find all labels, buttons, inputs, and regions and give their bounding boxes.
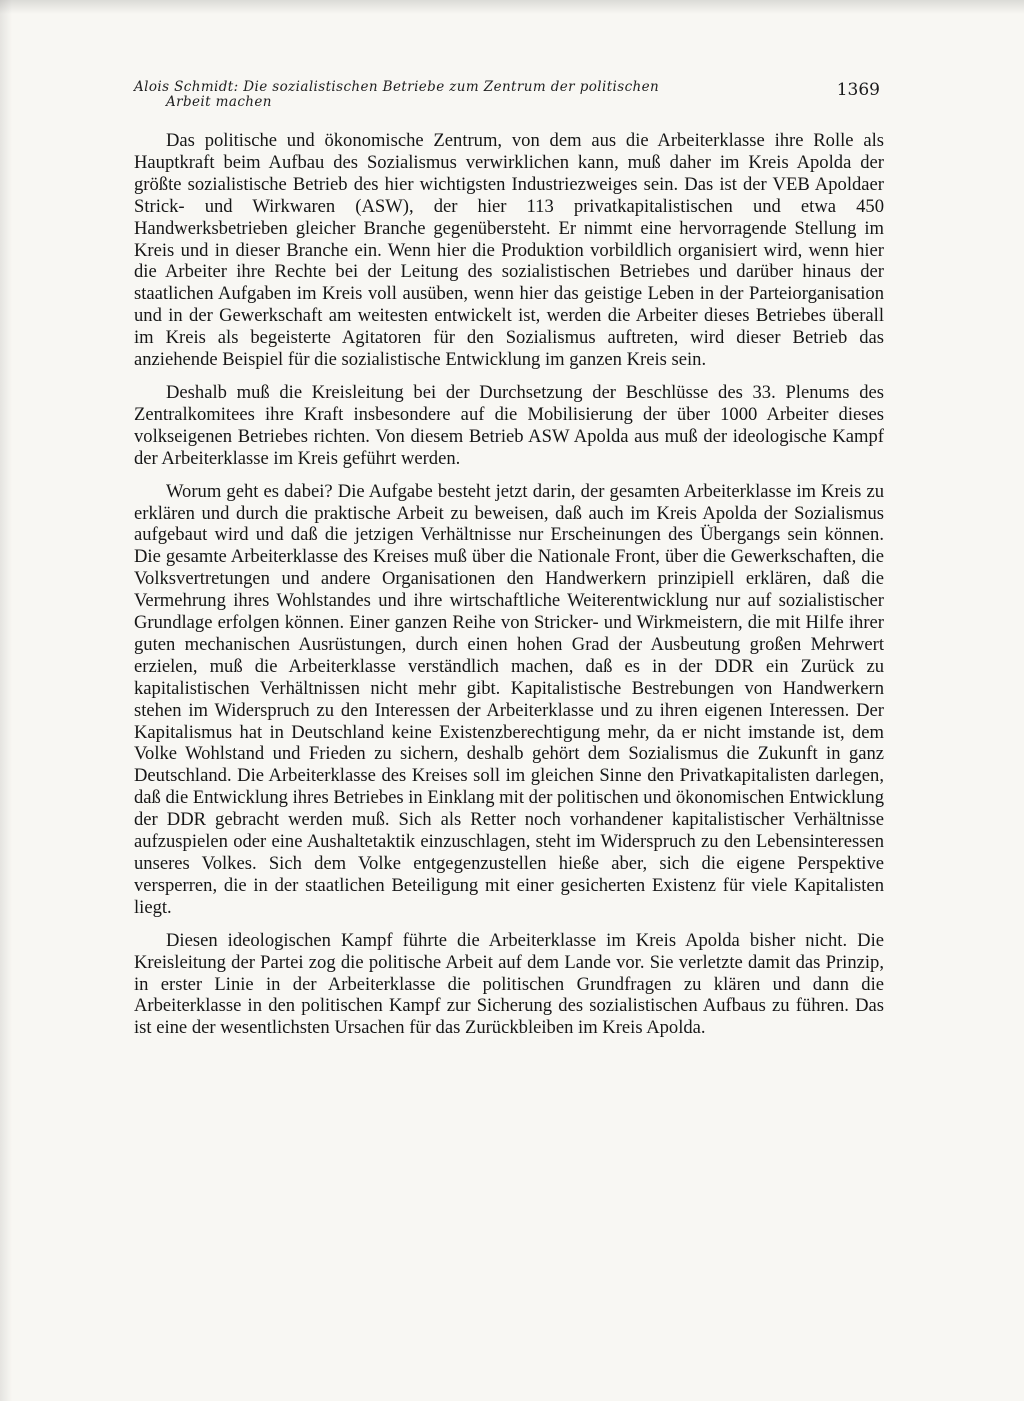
- running-header: [134, 80, 754, 110]
- paragraph-4: Diesen ideologischen Kampf führte die Arbeiterklasse im Kreis Apolda bisher nicht. Die Kreisleitung der Partei zog die politische Arbeit auf dem Lande vor. Sie verletzte damit das Prinzip, in erster Linie in der Arbeiterklasse die politischen Grundfragen zu klären und dann die Arbeiterklasse in den politischen Kampf zur Sicherung des sozialistischen Aufbaus zu führen. Das ist eine der wesentlichsten Ursachen für das Zurückbleiben im Kreis Apolda.: [134, 929, 884, 1039]
- scan-shadow-top: [0, 0, 1024, 14]
- paragraph-3: Worum geht es dabei? Die Aufgabe besteht jetzt darin, der gesamten Arbeiterklasse im Kreis zu erklären und durch die praktische Arbeit zu beweisen, daß auch im Kreis Apolda der Sozialismus aufgebaut wird und daß die jetzigen Verhältnisse nur Erscheinungen des Übergangs sein können. Die gesamte Arbeiterklasse des Kreises muß über die Nationale Front, über die Gewerkschaften, die Volksvertretungen und andere Organisationen den Handwerkern prinzipiell erklären, daß die Vermehrung ihres Wohlstandes und ihre wirtschaftliche Weiterentwicklung nur auf sozialistischer Grundlage erfolgen können. Einer ganzen Reihe von Stricker- und Wirkmeistern, die mit Hilfe ihrer guten mechanischen Ausrüstungen, durch einen hohen Grad der Ausbeutung großen Mehrwert erzielen, muß die Arbeiterklasse verständlich machen, daß es in der DDR ein Zurück zu kapitalistischen Verhältnissen nicht mehr gibt. Kapitalistische Bestrebungen von Handwerkern stehen im Widerspruch zu den Interessen der Arbeiterklasse und zu ihren eigenen Interessen. Der Kapitalismus hat in Deutschland keine Existenzberechtigung mehr, da er nicht imstande ist, dem Volke Wohlstand und Frieden zu sichern, deshalb gehört dem Sozialismus die Zukunft in ganz Deutschland. Die Arbeiterklasse des Kreises soll im gleichen Sinne den Privatkapitalisten darlegen, daß die Entwicklung ihres Betriebes in Einklang mit der politischen und ökonomischen Entwicklung der DDR gebracht werden muß. Sich als Retter noch vorhandener kapitalistischer Verhältnisse aufzuspielen oder eine Aushaltetaktik einzuschlagen, steht im Widerspruch zu den Lebensinteressen unseres Volkes. Sich dem Volke entgegenzustellen hieße aber, sich die eigene Perspektive versperren, die in der staatlichen Beteiligung mit einer gesicherten Existenz für viele Kapitalisten liegt.: [134, 480, 884, 918]
- body-text: [134, 130, 884, 1050]
- running-header-line-1: Alois Schmidt: Die sozialistischen Betriebe zum Zentrum der politischen: [134, 79, 660, 95]
- running-header-line-2: Arbeit machen: [166, 94, 272, 110]
- paragraph-1: Das politische und ökonomische Zentrum, von dem aus die Arbeiterklasse ihre Rolle als Hauptkraft beim Aufbau des Sozialismus verwirklichen kann, muß daher im Kreis Apolda der größte sozialistische Betrieb des hier wichtigsten Industriezweiges sein. Das ist der VEB Apoldaer Strick- und Wirkwaren (ASW), der hier 113 privatkapitalistischen und etwa 450 Handwerksbetrieben gleicher Branche gegenübersteht. Er nimmt eine hervorragende Stellung im Kreis und in dieser Branche ein. Wenn hier die Produktion vorbildlich organisiert wird, wenn hier die Arbeiter ihre Rechte bei der Leitung des sozialistischen Betriebes und darüber hinaus der staatlichen Aufgaben im Kreis voll ausüben, wenn hier das geistige Leben in der Parteiorganisation und in der Gewerkschaft am weitesten entwickelt ist, werden die Arbeiter dieses Betriebes überall im Kreis als begeisterte Agitatoren für den Sozialismus auftreten, wird dieser Betrieb das anziehende Beispiel für die sozialistische Entwicklung im ganzen Kreis sein.: [134, 130, 884, 371]
- scan-shadow-left: [0, 0, 12, 1401]
- page-number: 1369: [836, 80, 880, 100]
- paragraph-2: Deshalb muß die Kreisleitung bei der Durchsetzung der Beschlüsse des 33. Plenums des Zentralkomitees ihre Kraft insbesondere auf die Mobilisierung der über 1000 Arbeiter dieses volkseigenen Betriebes richten. Von diesem Betrieb ASW Apolda aus muß der ideologische Kampf der Arbeiterklasse im Kreis geführt werden.: [134, 381, 884, 469]
